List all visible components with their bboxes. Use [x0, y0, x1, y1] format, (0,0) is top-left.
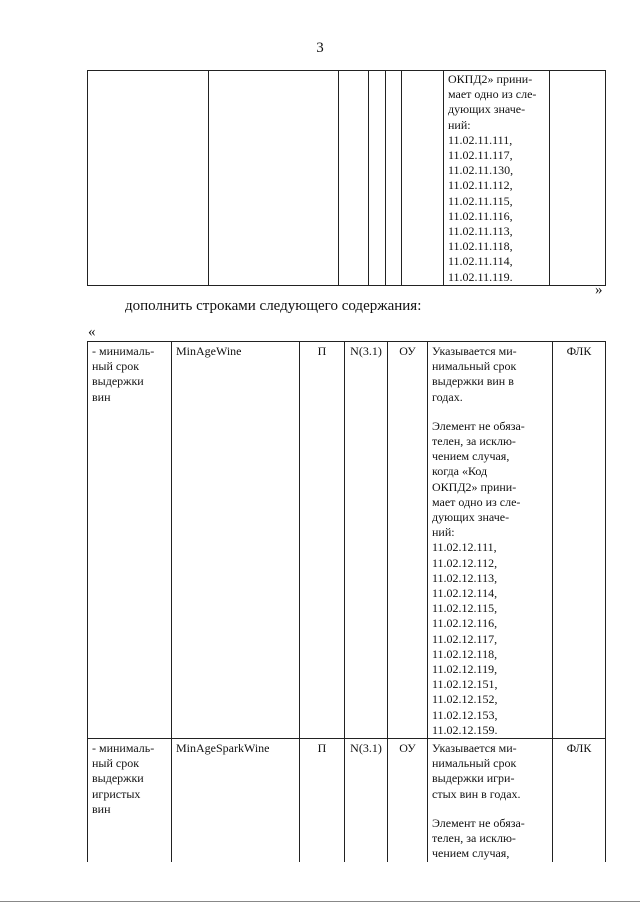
text-line: чением случая, [432, 846, 510, 861]
cell-requirement [402, 71, 444, 286]
name-line: вин [92, 389, 111, 404]
continuation-line: ОКПД2» прини- [448, 72, 533, 86]
cell-format: N(3.1) [345, 342, 388, 739]
cell-type [339, 71, 369, 286]
page-number: 3 [316, 40, 324, 56]
code-item: 11.02.12.111, [432, 540, 497, 555]
code-item: 11.02.12.152, [432, 692, 498, 707]
text-line: когда «Код [432, 464, 488, 479]
cell-element: MinAgeSparkWine [172, 739, 300, 862]
table-row [88, 739, 606, 862]
page-edge-line [0, 901, 640, 902]
description-condition [432, 816, 548, 862]
code-item: 11.02.11.113, [448, 224, 513, 239]
code-item: 11.02.12.151, [432, 677, 498, 692]
continuation-line: дующих значе- [448, 102, 526, 117]
text-line: телен, за исклю- [432, 434, 516, 449]
name-line: вин [92, 801, 111, 816]
text-line: ний: [432, 525, 455, 540]
cell-element [209, 71, 339, 286]
cell-type: П [300, 342, 345, 739]
continuation-line: ний: [448, 117, 471, 132]
continuation-line: мает одно из сле- [448, 87, 537, 102]
description-intro [432, 741, 548, 802]
text-line: нимальный срок [432, 756, 517, 771]
code-item: 11.02.11.130, [448, 163, 514, 178]
text-line: выдержки вин в [432, 374, 514, 389]
text-line: ОКПД2» прини- [432, 479, 517, 494]
text-line: нимальный срок [432, 359, 517, 374]
description-intro [432, 344, 548, 405]
text-line: мает одно из сле- [432, 494, 521, 509]
cell-check [550, 71, 606, 286]
code-item: 11.02.12.112, [432, 555, 498, 570]
code-item: 11.02.11.112, [448, 178, 513, 193]
code-item: 11.02.12.118, [432, 646, 498, 661]
cell-requirement: ОУ [388, 739, 428, 862]
cell-element: MinAgeWine [172, 342, 300, 739]
name-line: выдержки [92, 374, 144, 389]
code-item: 11.02.11.114, [448, 254, 513, 269]
text-line: Указывается ми- [432, 344, 517, 358]
cell-description [428, 739, 553, 862]
code-item: 11.02.12.117, [432, 631, 498, 646]
cell-type: П [300, 739, 345, 862]
code-item: 11.02.12.159. [432, 722, 498, 737]
text-line: чением случая, [432, 449, 510, 464]
code-item: 11.02.12.113, [432, 570, 498, 585]
cell-name [88, 71, 209, 286]
cell-check: ФЛК [553, 739, 606, 862]
cell-check: ФЛК [553, 342, 606, 739]
text-line: дующих значе- [432, 510, 510, 525]
code-item: 11.02.11.117, [448, 148, 513, 163]
intro-text: дополнить строками следующего содержания: [125, 298, 422, 314]
code-item: 11.02.12.116, [432, 616, 498, 631]
name-line: - минималь- [92, 344, 155, 358]
text-line: стых вин в годах. [432, 786, 521, 801]
cell-name [88, 739, 172, 862]
text-line: Элемент не обяза- [432, 418, 525, 433]
name-line: - минималь- [92, 741, 155, 756]
added-rows-table [87, 341, 606, 862]
text-line: Указывается ми- [432, 741, 517, 756]
text-line: годах. [432, 389, 463, 404]
table-row [88, 71, 606, 286]
code-item: 11.02.12.114, [432, 586, 498, 601]
cell-name [88, 342, 172, 739]
opening-quote: « [88, 324, 96, 340]
name-line: ный срок [92, 756, 140, 771]
code-item: 11.02.12.115, [432, 601, 498, 616]
cell-requirement: ОУ [388, 342, 428, 739]
text-line: телен, за исклю- [432, 831, 516, 846]
cell-description [428, 342, 553, 739]
name-line: выдержки [92, 771, 144, 786]
description-condition [432, 419, 548, 738]
code-item: 11.02.11.115, [448, 193, 513, 208]
name-line: ный срок [92, 359, 140, 374]
table-row [88, 342, 606, 739]
cell-format-extra [386, 71, 402, 286]
cell-format [369, 71, 386, 286]
cell-format: N(3.1) [345, 739, 388, 862]
text-line: выдержки игри- [432, 771, 515, 786]
name-line: игристых [92, 786, 141, 801]
continued-table [87, 70, 606, 286]
cell-description [444, 71, 550, 286]
closing-quote: » [595, 282, 603, 298]
code-item: 11.02.12.153, [432, 707, 498, 722]
code-item: 11.02.12.119, [432, 662, 498, 677]
code-item: 11.02.11.116, [448, 208, 513, 223]
code-item: 11.02.11.118, [448, 239, 513, 254]
code-item: 11.02.11.119. [448, 269, 513, 284]
text-line: Элемент не обяза- [432, 815, 525, 830]
code-item: 11.02.11.111, [448, 132, 513, 147]
